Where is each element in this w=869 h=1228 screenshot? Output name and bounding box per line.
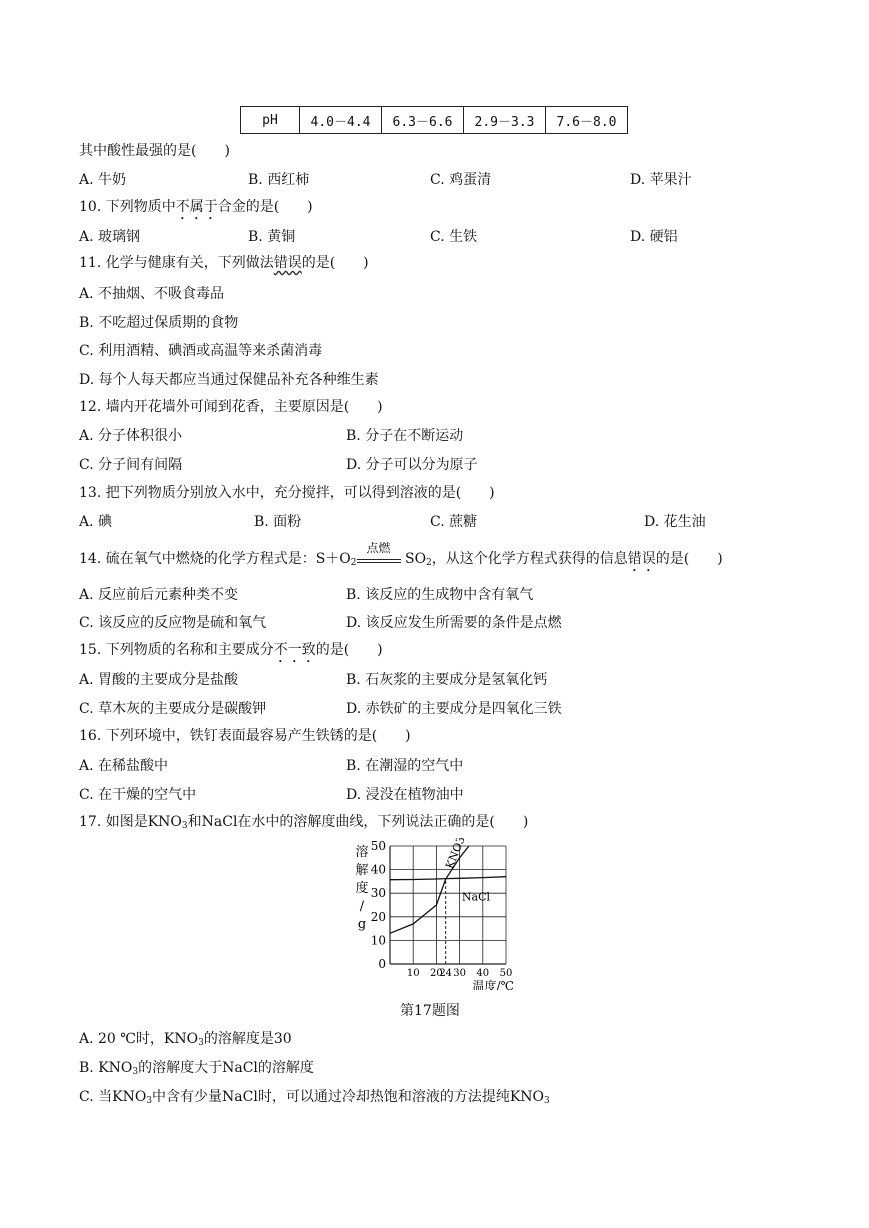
q11-stem: 11. 化学与健康有关，下列做法错误的是( ): [79, 255, 369, 271]
q11-option-a: A. 不抽烟、不吸食毒品: [79, 286, 225, 302]
q14-option-b: B. 该反应的生成物中含有氧气: [346, 587, 534, 603]
q10-stem: 10. 下列物质中不属于合金的是( ): [79, 199, 313, 215]
q15-option-b: B. 石灰浆的主要成分是氢氧化钙: [346, 672, 548, 688]
y-tick-label: 0: [378, 957, 386, 971]
y-axis-label-char: 度: [355, 881, 369, 896]
q12-option-c: C. 分子间有间隔: [79, 457, 183, 473]
x-tick-label: 40: [476, 968, 490, 979]
reaction-arrow: 点燃: [357, 551, 401, 563]
q17-option-c: C. 当$KNO_3$中含有少量NaCl时，可以通过冷却热饱和溶液的方法提纯$KNO_3$: [79, 1089, 550, 1106]
q12-stem: 12. 墙内开花墙外可闻到花香，主要原因是( ): [79, 399, 383, 415]
x-tick-label: 30: [453, 968, 466, 979]
q11-option-b: B. 不吃超过保质期的食物: [79, 315, 239, 331]
q15-stem: 15. 下列物质的名称和主要成分不一致的是( ): [79, 642, 383, 658]
q13-stem: 13. 把下列物质分别放入水中，充分搅拌，可以得到溶液的是( ): [79, 485, 495, 501]
ph-header-cell: pH: [241, 107, 300, 134]
x-tick-label: 50: [499, 968, 513, 979]
q9-option-d: D. 苹果汁: [630, 172, 692, 188]
q16-option-d: D. 浸没在植物油中: [346, 787, 464, 803]
solubility-chart-svg: [350, 838, 520, 990]
q13-option-d: D. 花生油: [644, 514, 706, 530]
y-tick-label: 30: [370, 886, 386, 901]
ph-table: [240, 106, 628, 134]
q14-stem: 14. 硫在氧气中燃烧的化学方程式是：$S+O_2$ 点燃 $SO_2$，从这个化学方程式获得的信息错误的是( ): [79, 541, 723, 568]
q16-option-a: A. 在稀盐酸中: [79, 758, 169, 774]
q12-option-a: A. 分子体积很小: [79, 428, 183, 444]
q9-option-c: C. 鸡蛋清: [430, 172, 492, 188]
emphasis-text: 不属于: [175, 199, 218, 215]
y-axis-label-char: g: [357, 917, 367, 932]
series-label-nacl: NaCl: [461, 890, 491, 904]
solubility-chart: [350, 838, 520, 990]
q10-option-b: B. 黄铜: [248, 229, 296, 245]
ph-value-cell: 4.0－4.4: [300, 107, 382, 134]
series-curve-nacl: [390, 877, 506, 880]
q16-option-b: B. 在潮湿的空气中: [346, 758, 464, 774]
ph-value-cell: 7.6－8.0: [546, 107, 628, 134]
x-axis-label: 温度/℃: [472, 979, 514, 990]
q11-option-c: C. 利用酒精、碘酒或高温等来杀菌消毒: [79, 343, 323, 359]
y-tick-label: 10: [370, 933, 386, 948]
q9-stem: 其中酸性最强的是( ): [79, 143, 230, 159]
q15-option-a: A. 胃酸的主要成分是盐酸: [79, 672, 239, 688]
q14-option-a: A. 反应前后元素种类不变: [79, 587, 239, 603]
y-tick-label: 50: [370, 839, 386, 853]
q17-option-b: B. $KNO_3$的溶解度大于NaCl的溶解度: [79, 1060, 314, 1077]
ph-value-cell: 6.3－6.6: [382, 107, 464, 134]
q14-option-c: C. 该反应的反应物是硫和氧气: [79, 615, 267, 631]
q14-option-d: D. 该反应发生所需要的条件是点燃: [346, 615, 562, 631]
q15-option-c: C. 草木灰的主要成分是碳酸钾: [79, 701, 267, 717]
y-axis-label-char: /: [359, 899, 365, 914]
y-axis-label-char: 溶: [355, 845, 369, 860]
q17-option-a: A. 20 ℃时，$KNO_3$的溶解度是30: [79, 1031, 292, 1048]
q16-stem: 16. 下列环境中，铁钉表面最容易产生铁锈的是( ): [79, 728, 411, 744]
x-tick-label: 10: [406, 968, 420, 979]
q9-option-a: A. 牛奶: [79, 172, 127, 188]
q13-option-c: C. 蔗糖: [430, 514, 478, 530]
x-tick-label: 20: [430, 968, 443, 979]
y-tick-label: 20: [370, 909, 386, 924]
series-label-kno3: KNO3: [443, 838, 468, 871]
q15-option-d: D. 赤铁矿的主要成分是四氧化三铁: [346, 701, 562, 717]
q17-stem: 17. 如图是$KNO_3$和NaCl在水中的溶解度曲线，下列说法正确的是( ): [79, 814, 529, 831]
q9-option-b: B. 西红柿: [248, 172, 310, 188]
figure-caption: 第17题图: [400, 1003, 460, 1019]
q13-option-b: B. 面粉: [254, 514, 302, 530]
ph-value-cell: 2.9－3.3: [464, 107, 546, 134]
q10-option-a: A. 玻璃钢: [79, 229, 141, 245]
x-tick-label: 24: [439, 968, 453, 979]
y-tick-label: 40: [370, 862, 386, 877]
emphasis-text: 错误: [273, 255, 302, 271]
emphasis-text: 错误: [627, 551, 656, 567]
q16-option-c: C. 在干燥的空气中: [79, 787, 197, 803]
y-axis-label-char: 解: [355, 863, 369, 878]
emphasis-text: 不一致: [273, 642, 316, 658]
q13-option-a: A. 碘: [79, 514, 113, 530]
q11-option-d: D. 每个人每天都应当通过保健品补充各种维生素: [79, 372, 379, 388]
q12-option-b: B. 分子在不断运动: [346, 428, 464, 444]
q10-option-c: C. 生铁: [430, 229, 478, 245]
q12-option-d: D. 分子可以分为原子: [346, 457, 478, 473]
q10-option-d: D. 硬铝: [630, 229, 678, 245]
